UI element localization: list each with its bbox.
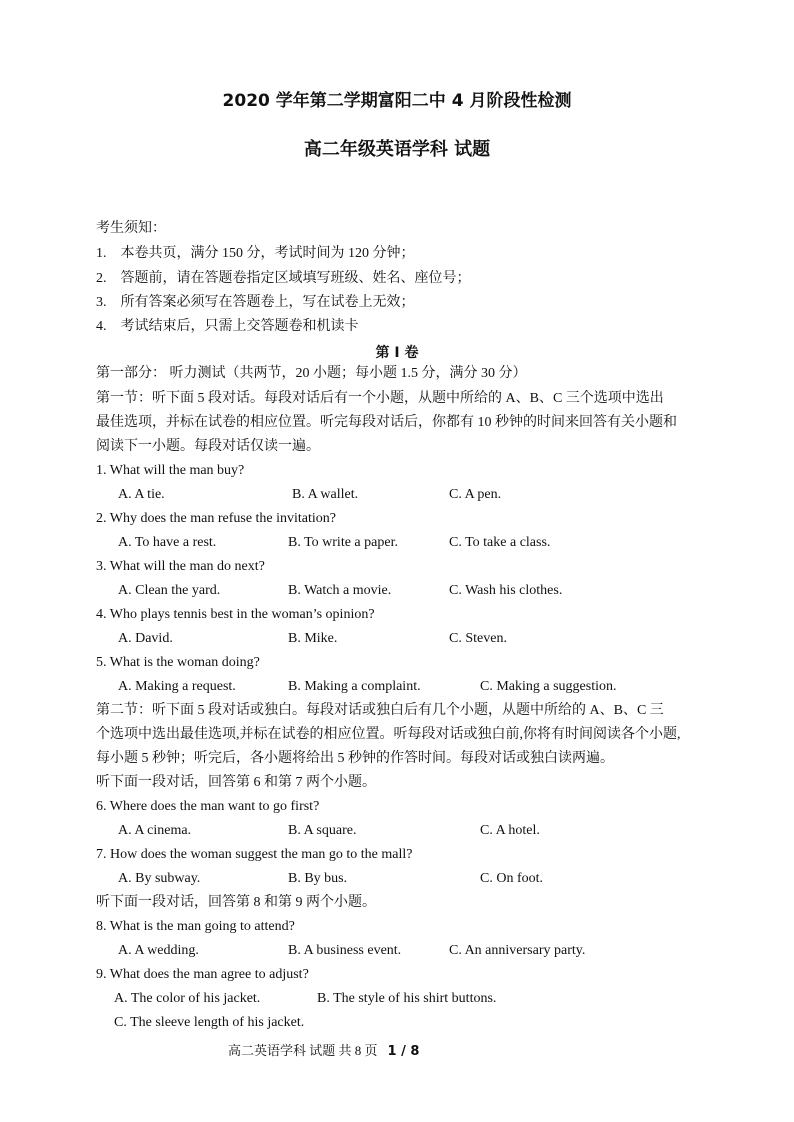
dialogue-instruction: 听下面一段对话，回答第 8 和第 9 两个小题。 [96, 895, 376, 910]
section1-instruction: 第一节：听下面 5 段对话。每段对话后有一个小题，从题中所给的 A、B、C 三个选项中选出 [96, 391, 664, 406]
question-stem: 7. How does the woman suggest the man go to the mall? [96, 847, 413, 862]
option-c: C. On foot. [480, 871, 543, 886]
option-b: B. Mike. [288, 631, 338, 646]
page-footer [228, 1040, 419, 1059]
notice-item: 2. 答题前，请在答题卷指定区域填写班级、姓名、座位号； [96, 271, 471, 286]
option-b: B. A wallet. [292, 487, 359, 502]
notice-item: 4. 考试结束后，只需上交答题卷和机读卡 [96, 319, 359, 334]
option-c: C. A hotel. [480, 823, 540, 838]
notice-item: 3. 所有答案必须写在答题卷上，写在试卷上无效； [96, 295, 415, 310]
question-stem: 3. What will the man do next? [96, 559, 265, 574]
question-stem: 4. Who plays tennis best in the woman’s opinion? [96, 607, 375, 622]
notice-item: 1. 本卷共页，满分 150 分，考试时间为 120 分钟； [96, 246, 415, 261]
option-b: B. A business event. [288, 943, 402, 958]
question-stem: 9. What does the man agree to adjust? [96, 967, 309, 982]
option-a: A. Clean the yard. [118, 583, 221, 598]
option-a: A. David. [118, 631, 173, 646]
option-a: A. A wedding. [118, 943, 199, 958]
question-stem: 5. What is the woman doing? [96, 655, 260, 670]
section2-instruction: 每小题 5 秒钟；听完后，各小题将给出 5 秒钟的作答时间。每段对话或独白读两遍。 [96, 751, 614, 766]
option-b: B. A square. [288, 823, 357, 838]
question-stem: 1. What will the man buy? [96, 463, 245, 478]
option-c: C. An anniversary party. [449, 943, 586, 958]
part1-heading: 第一部分： 听力测试（共两节，20 小题；每小题 1.5 分，满分 30 分） [96, 366, 527, 381]
section1-instruction: 最佳选项，并标在试卷的相应位置。听完每段对话后，你都有 10 秒钟的时间来回答有关小题和 [96, 415, 677, 430]
section1-instruction: 阅读下一小题。每段对话仅读一遍。 [96, 439, 320, 454]
question-stem: 8. What is the man going to attend? [96, 919, 295, 934]
option-b: B. By bus. [288, 871, 348, 886]
option-c: C. The sleeve length of his jacket. [114, 1015, 305, 1030]
option-b: B. To write a paper. [288, 535, 398, 550]
option-c: C. Wash his clothes. [449, 583, 563, 598]
notice-heading: 考生须知： [96, 221, 166, 236]
footer-text: 高二英语学科 试题 共 8 页 [228, 1043, 378, 1058]
section2-instruction: 个选项中选出最佳选项,并标在试卷的相应位置。听每段对话或独白前,你将有时间阅读各个小题, [96, 727, 681, 742]
exam-title: 2020 学年第二学期富阳二中 4 月阶段性检测 [222, 91, 572, 111]
option-a: A. Making a request. [118, 679, 236, 694]
option-a: A. By subway. [118, 871, 201, 886]
option-b: B. Watch a movie. [288, 583, 392, 598]
page-number: 1 / 8 [387, 1044, 420, 1059]
dialogue-instruction: 听下面一段对话，回答第 6 和第 7 两个小题。 [96, 775, 376, 790]
option-c: C. Making a suggestion. [480, 679, 617, 694]
option-a: A. A cinema. [118, 823, 192, 838]
section2-instruction: 第二节：听下面 5 段对话或独白。每段对话或独白后有几个小题，从题中所给的 A、B、C 三 [96, 703, 664, 718]
exam-subtitle: 高二年级英语学科 试题 [303, 139, 491, 160]
question-stem: 2. Why does the man refuse the invitation? [96, 511, 337, 526]
volume-label: 第 I 卷 [375, 345, 419, 361]
option-a: A. The color of his jacket. [114, 991, 261, 1006]
option-b: B. The style of his shirt buttons. [317, 991, 497, 1006]
question-stem: 6. Where does the man want to go first? [96, 799, 320, 814]
option-b: B. Making a complaint. [288, 679, 421, 694]
option-a: A. To have a rest. [118, 535, 217, 550]
option-c: C. To take a class. [449, 535, 551, 550]
option-c: C. Steven. [449, 631, 507, 646]
option-a: A. A tie. [118, 487, 165, 502]
option-c: C. A pen. [449, 487, 502, 502]
